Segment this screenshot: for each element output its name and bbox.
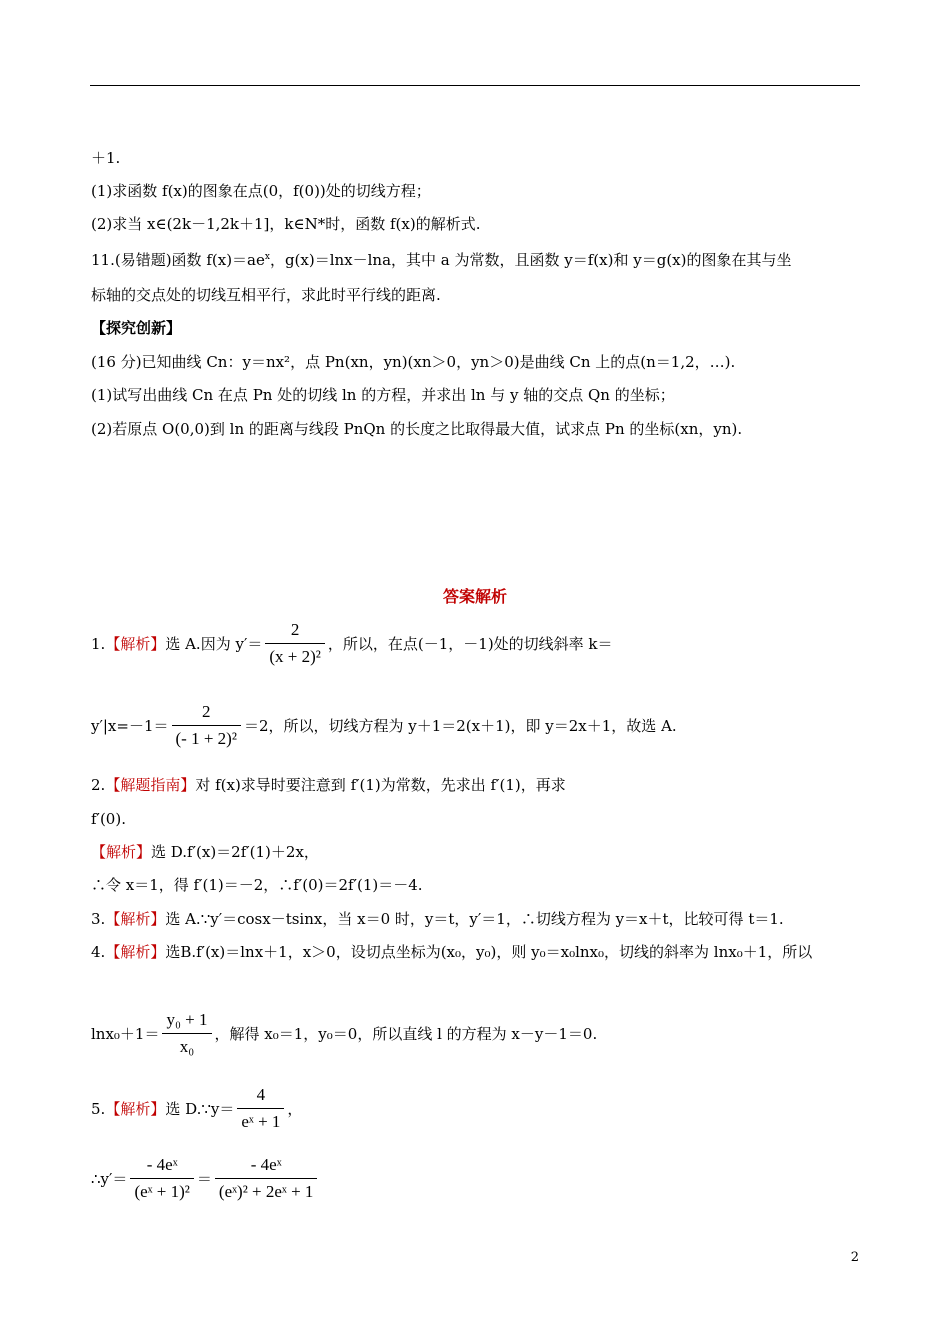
answers-title: 答案解析 bbox=[442, 587, 507, 606]
problem-11-line-2: 标轴的交点处的切线互相平行，求此时平行线的距离. bbox=[91, 286, 441, 304]
problem-12-line-1: (16 分)已知曲线 Cn：y＝nx²，点 Pn(xn，yn)(xn＞0，yn＞0)是曲线 Cn 上的点(n＝1,2，…). bbox=[91, 353, 736, 371]
answer-3: 3.【解析】选 A.∵y′＝cosx－tsinx，当 x＝0 时，y＝t，y′＝1，∴切线方程为 y＝x＋t，比较可得 t＝1. bbox=[91, 910, 784, 928]
answer-4-line-2: lnx₀＋1＝ $\frac{\text{y₀ + 1}}{\text{x₀}}$ ，解得 x₀＝1，y₀＝0，所以直线 l 的方程为 x－y－1＝0. bbox=[91, 1010, 598, 1056]
page-number: 2 bbox=[850, 1250, 859, 1265]
header-rule bbox=[90, 85, 860, 86]
answer-1-fraction-1: $\frac{2}{\text{(x + 2)²}}$ bbox=[265, 620, 325, 667]
answer-4-fraction: $\frac{\text{y₀ + 1}}{\text{x₀}}$ bbox=[162, 1010, 211, 1057]
problem-12-question-1: (1)试写出曲线 Cn 在点 Pn 处的切线 ln 的方程，并求出 ln 与 y 轴的交点 Qn 的坐标； bbox=[91, 386, 675, 404]
answer-1-fraction-2: $\frac{2}{\text{(- 1 + 2)²}}$ bbox=[172, 702, 241, 749]
answer-5-fraction-3: $\frac{\text{- 4eˣ}}{\text{(eˣ)² + 2eˣ + 1}}$ bbox=[215, 1155, 318, 1202]
answer-1-line-1: 1. 【解析】 选 A.因为 y′＝ $\frac{2}{\text{(x + 2)²}}$ ，所以，在点(－1，－1)处的切线斜率 k＝ bbox=[91, 620, 613, 666]
problem-10-tail: ＋1. bbox=[91, 149, 121, 167]
section-heading-innovation: 【探究创新】 bbox=[91, 319, 182, 337]
answer-5-line-2: ∴y′＝ $\frac{\text{- 4eˣ}}{\text{(eˣ + 1)²}}$ ＝ $\frac{\text{- 4eˣ}}{\text{(eˣ)² + 2eˣ + 1}}$ bbox=[91, 1155, 320, 1202]
answer-2-line-3: 【解析】选 D.f′(x)＝2f′(1)＋2x， bbox=[91, 843, 319, 861]
problem-11-line-1: 11.(易错题)函数 $f(x)=ae^x$，g(x)＝lnx－lna，其中 a 为常数，且函数 y＝f(x)和 y＝g(x)的图象在其与坐 bbox=[91, 251, 792, 269]
answer-5-line-1: 5. 【解析】 选 D.∵y＝ $\frac{4}{\text{eˣ + 1}}$ ， bbox=[91, 1085, 303, 1131]
answer-5-fraction-1: $\frac{4}{\text{eˣ + 1}}$ bbox=[237, 1085, 284, 1132]
answer-2-line-4: ∴令 x＝1，得 f′(1)＝－2，∴f′(0)＝2f′(1)＝－4. bbox=[91, 876, 423, 894]
answer-1-line-2: y′|x=－1＝ $\frac{2}{\text{(- 1 + 2)²}}$ ＝2，所以，切线方程为 y＋1＝2(x＋1)，即 y＝2x＋1，故选 A. bbox=[91, 702, 677, 748]
answer-2-line-1: 2.【解题指南】对 f(x)求导时要注意到 f′(1)为常数，先求出 f′(1)，再求 bbox=[91, 776, 566, 794]
answer-2-line-2: f′(0). bbox=[91, 810, 126, 828]
problem-10-question-1: (1)求函数 f(x)的图象在点(0，f(0))处的切线方程； bbox=[91, 182, 431, 200]
answer-4-line-1: 4.【解析】选B.f′(x)＝lnx＋1，x＞0，设切点坐标为(x₀，y₀)，则 y₀＝x₀lnx₀，切线的斜率为 lnx₀＋1，所以 bbox=[91, 943, 813, 961]
answer-5-fraction-2: $\frac{\text{- 4eˣ}}{\text{(eˣ + 1)²}}$ bbox=[130, 1155, 193, 1202]
problem-12-question-2: (2)若原点 O(0,0)到 ln 的距离与线段 PnQn 的长度之比取得最大值，试求点 Pn 的坐标(xn，yn). bbox=[91, 420, 743, 438]
problem-10-question-2: (2)求当 x∈(2k－1,2k＋1]，k∈N*时，函数 f(x)的解析式. bbox=[91, 215, 481, 233]
